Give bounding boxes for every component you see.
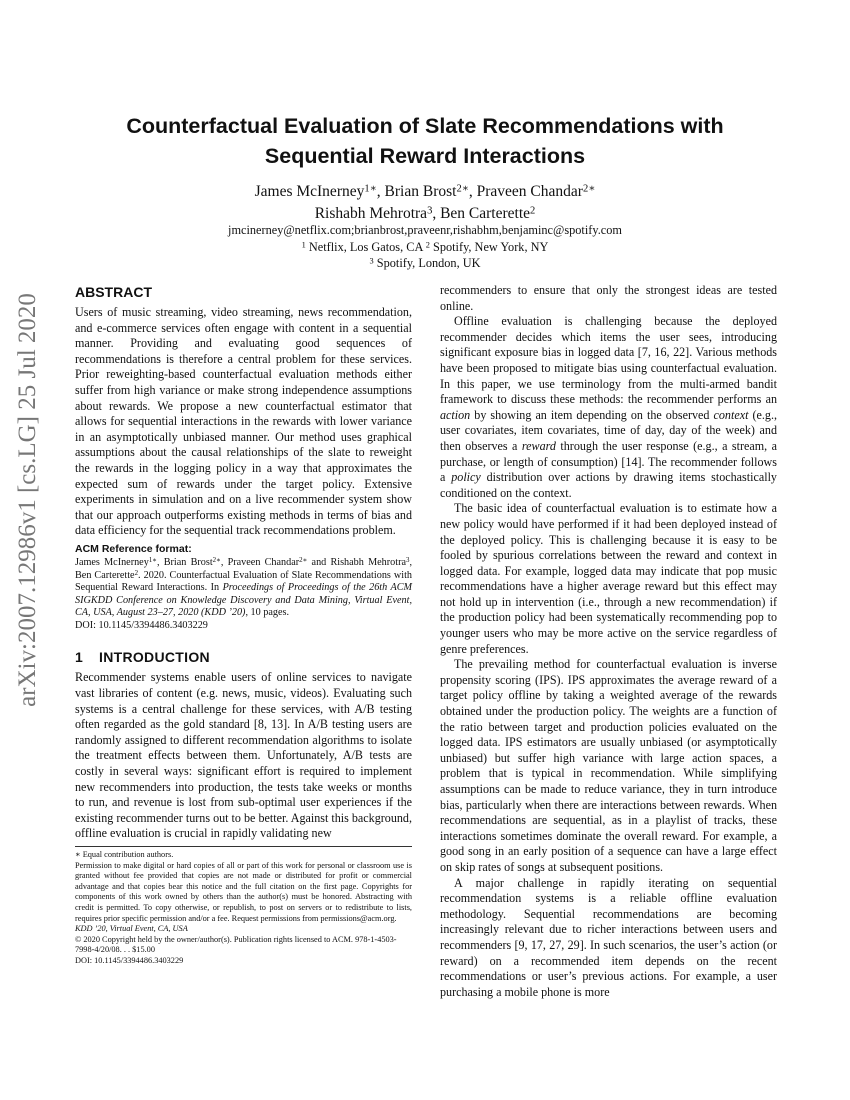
term-context: context [713, 407, 749, 422]
ref-author: , Praveen Chandar [220, 556, 300, 568]
term-reward: reward [521, 438, 556, 453]
affiliation-text: Spotify, London, UK [376, 256, 481, 270]
footnotes [75, 846, 412, 967]
section-title: INTRODUCTION [99, 649, 210, 666]
ref-mark: 2 [134, 569, 139, 577]
copyright-notice: © 2020 Copyright held by the owner/author(s). Publication rights licensed to ACM. 978-1-4503-7998-4/20/08. . . $15.00 [75, 934, 397, 955]
text-run: (e.g., user covariates, item covariates, time of day, day of the week) and then observes a [440, 407, 777, 453]
ref-pages: , 10 pages. [245, 607, 290, 619]
text-run: Offline evaluation is challenging because the deployed recommender decides which items the user sees, introducing significant exposure bias in logged data [7, 16, 22]. Various methods have been proposed to mitigate bias using counterfactual evaluation. In this paper, we use terminology from the multi-armed bandit framework to discuss these methods: the recommender performs an [440, 314, 777, 407]
author-line-1: James McInerney$^{1∗}$, Brian Brost$^{2∗}$, Praveen Chandar$^{2∗}$ [254, 183, 596, 200]
author-name: James McInerney [254, 183, 365, 200]
acm-reference-heading: ACM Reference format: [75, 542, 192, 555]
author-list [60, 181, 790, 225]
right-column [440, 283, 777, 1000]
author-mark: 3 [427, 205, 433, 217]
author-name: Brian Brost [384, 183, 457, 200]
author-line-2: Rishabh Mehrotra$^3$, Ben Carterette$^2$ [314, 205, 536, 222]
affiliation-block [60, 222, 790, 272]
body-paragraph: recommenders to ensure that only the strongest ideas are tested online. [440, 283, 777, 313]
arxiv-identifier-stamp [8, 293, 48, 707]
conference-venue [75, 924, 412, 935]
ref-author: , Ben Carterette [75, 556, 412, 581]
footnote-doi: DOI: 10.1145/3394486.3403229 [75, 955, 184, 965]
author-mark: 2∗ [582, 183, 596, 195]
affiliation-mark: 1 [301, 239, 306, 249]
left-column [75, 283, 412, 842]
title-line-2: Sequential Reward Interactions [264, 144, 586, 168]
ref-author: , Brian Brost [156, 556, 213, 568]
section-number: 1 [75, 649, 84, 666]
affiliation-line-2 [60, 255, 790, 272]
ref-mark: 1∗ [148, 556, 157, 564]
ref-author: James McInerney [75, 556, 149, 568]
affiliation-mark: 2 [425, 239, 430, 249]
acm-reference-doi: DOI: 10.1145/3394486.3403229 [75, 619, 208, 631]
author-name: Rishabh Mehrotra [314, 205, 428, 222]
acm-reference [75, 543, 412, 633]
affiliation-text: Netflix, Los Gatos, CA [308, 239, 423, 254]
ref-mark: 2∗ [212, 556, 221, 564]
permission-notice: Permission to make digital or hard copies of all or part of this work for personal or classroom use is granted without fee provided that copies are not made or distributed for profit or commercial advantage and that copies bear this notice and the full citation on the first page. Copyrights for components of this work owned by others than the author(s) must be honored. Abstracting with credit is permitted. To copy otherwise, or republish, to post on servers or to redistribute to lists, requires prior specific permission and/or a fee. Request permissions from permissions@acm.org. [75, 860, 412, 923]
ref-author: and Rishabh Mehrotra [307, 556, 406, 568]
abstract-text: Users of music streaming, video streaming, news recommendation, and e-commerce services often engage with content in a sequential manner. Providing and evaluating good sequences of recommendations is therefore a central problem for these services. Prior reweighting-based counterfactual evaluation methods either suffer from high variance or make strong independence assumptions about rewards. We propose a new counterfactual estimator that allows for sequential interactions in the rewards with lower variance in an asymptotically unbiased manner. Our method uses graphical assumptions about the causal relationships of the slate to reweight the rewards in the logging policy in a way that approximates the expected sum of rewards under the target policy. Extensive experiments in simulation and on a live recommender system show that our approach outperforms existing methods in terms of bias and data efficiency for the sequential track recommendations problem. [75, 305, 412, 538]
intro-paragraph: Recommender systems enable users of online services to navigate vast libraries of content (e.g. news, music, videos). Evaluating such systems is a central challenge for these services, with A/B testing often regarded as the gold standard [8, 13]. In A/B testing users are randomly assigned to different recommendation algorithms to isolate the treatment effects between them. Unfortunately, A/B tests are costly in several ways: significant effort is required to implement new recommenders into production, the tests take weeks or months to run, and revenue is lost from sub-optimal user experiences if the existing recommender turns out to be better. Against this background, offline evaluation is crucial in rapidly validating new [75, 670, 412, 841]
ref-mark: 3 [405, 556, 410, 564]
body-paragraph: The prevailing method for counterfactual evaluation is inverse propensity scoring (IPS). IPS approximates the average reward of a target policy offline by taking a weighted average of the rewards obtained under the production policy. The weights are a function of the ratio between target and production policies evaluated on the logged data. IPS estimators are usually unbiased (or asymptotically unbiased) but suffer high variance with large action spaces, a problem that is typical in recommendation. While simplifying assumptions can be made to reduce variance, they in turn introduce bias, particularly when there are interactions between rewards. When recommendations are sequential, as in a playlist of tracks, these interactions sometimes dominate the overall reward. For example, a good song in an early position of a sequence can have a large effect on skip rates of songs at subsequent positions. [440, 657, 777, 874]
text-run: distribution over actions by drawing items stochastically conditioned on the context. [440, 470, 777, 500]
ref-citation: . 2020. Counterfactual Evaluation of Slate Recommendations with Sequential Reward Interactions. In [75, 569, 412, 594]
term-policy: policy [451, 470, 481, 485]
affiliation-line-1 [60, 239, 790, 256]
ref-venue: Proceedings of Proceedings of the 26th ACM SIGKDD Conference on Knowledge Discovery and Data Mining, Virtual Event, CA, USA, August 23–27, 2020 (KDD ’20) [75, 582, 412, 619]
author-emails: jmcinerney@netflix.com;brianbrost,praveenr,rishabhm,benjaminc@spotify.com [228, 223, 622, 237]
paper-title [60, 111, 790, 171]
affiliation-text: Spotify, New York, NY [433, 239, 549, 254]
text-run: through the user response (e.g., a stream, a purchase, or length of consumption) [14]. The recommender follows a [440, 438, 777, 485]
title-line-1: Counterfactual Evaluation of Slate Recommendations with [126, 114, 724, 138]
term-action: action [440, 407, 471, 422]
equal-contribution-note: ∗ Equal contribution authors. [75, 850, 174, 859]
arxiv-stamp-text: arXiv:2007.12986v1 [cs.LG] 25 Jul 2020 [14, 293, 41, 707]
affiliation-mark: 3 [369, 256, 374, 266]
author-mark: 1∗ [364, 183, 377, 195]
acm-reference-text [75, 557, 412, 620]
venue-text: KDD ’20, Virtual Event, CA, USA [75, 924, 188, 934]
body-paragraph: A major challenge in rapidly iterating on sequential recommendation systems is a reliable offline evaluation methodology. Sequential recommendations are becoming increasingly relevant due to richer interactions between users and recommenders [9, 17, 27, 29]. In such scenarios, the user’s action (or reward) on a recommended item depends on the recent recommendations or user’s previous actions. For example, a user purchasing a mobile phone is more [440, 875, 777, 999]
body-paragraph: The basic idea of counterfactual evaluation is to estimate how a new policy would have performed if it had been deployed instead of the deployed policy. This is challenging because it is easy to be fooled by spurious correlations between the reward and context in logged data. For example, logged data may indicate that pop music recommendations have a higher average reward but this effect may not hold up in intervention (i.e., through a new recommendation) if the production policy had been systematically recommending pop to younger users who may be more active on the service regardless of genre preferences. [440, 501, 777, 656]
text-run: by showing an item depending on the observed [470, 407, 714, 422]
ref-mark: 2∗ [299, 556, 308, 564]
body-paragraph [440, 314, 777, 501]
abstract-heading: ABSTRACT [75, 284, 152, 300]
author-name: Ben Carterette [440, 205, 531, 222]
author-mark: 2 [530, 205, 536, 217]
author-mark: 2∗ [456, 183, 469, 195]
author-name: Praveen Chandar [476, 183, 583, 200]
introduction-heading [75, 648, 412, 666]
